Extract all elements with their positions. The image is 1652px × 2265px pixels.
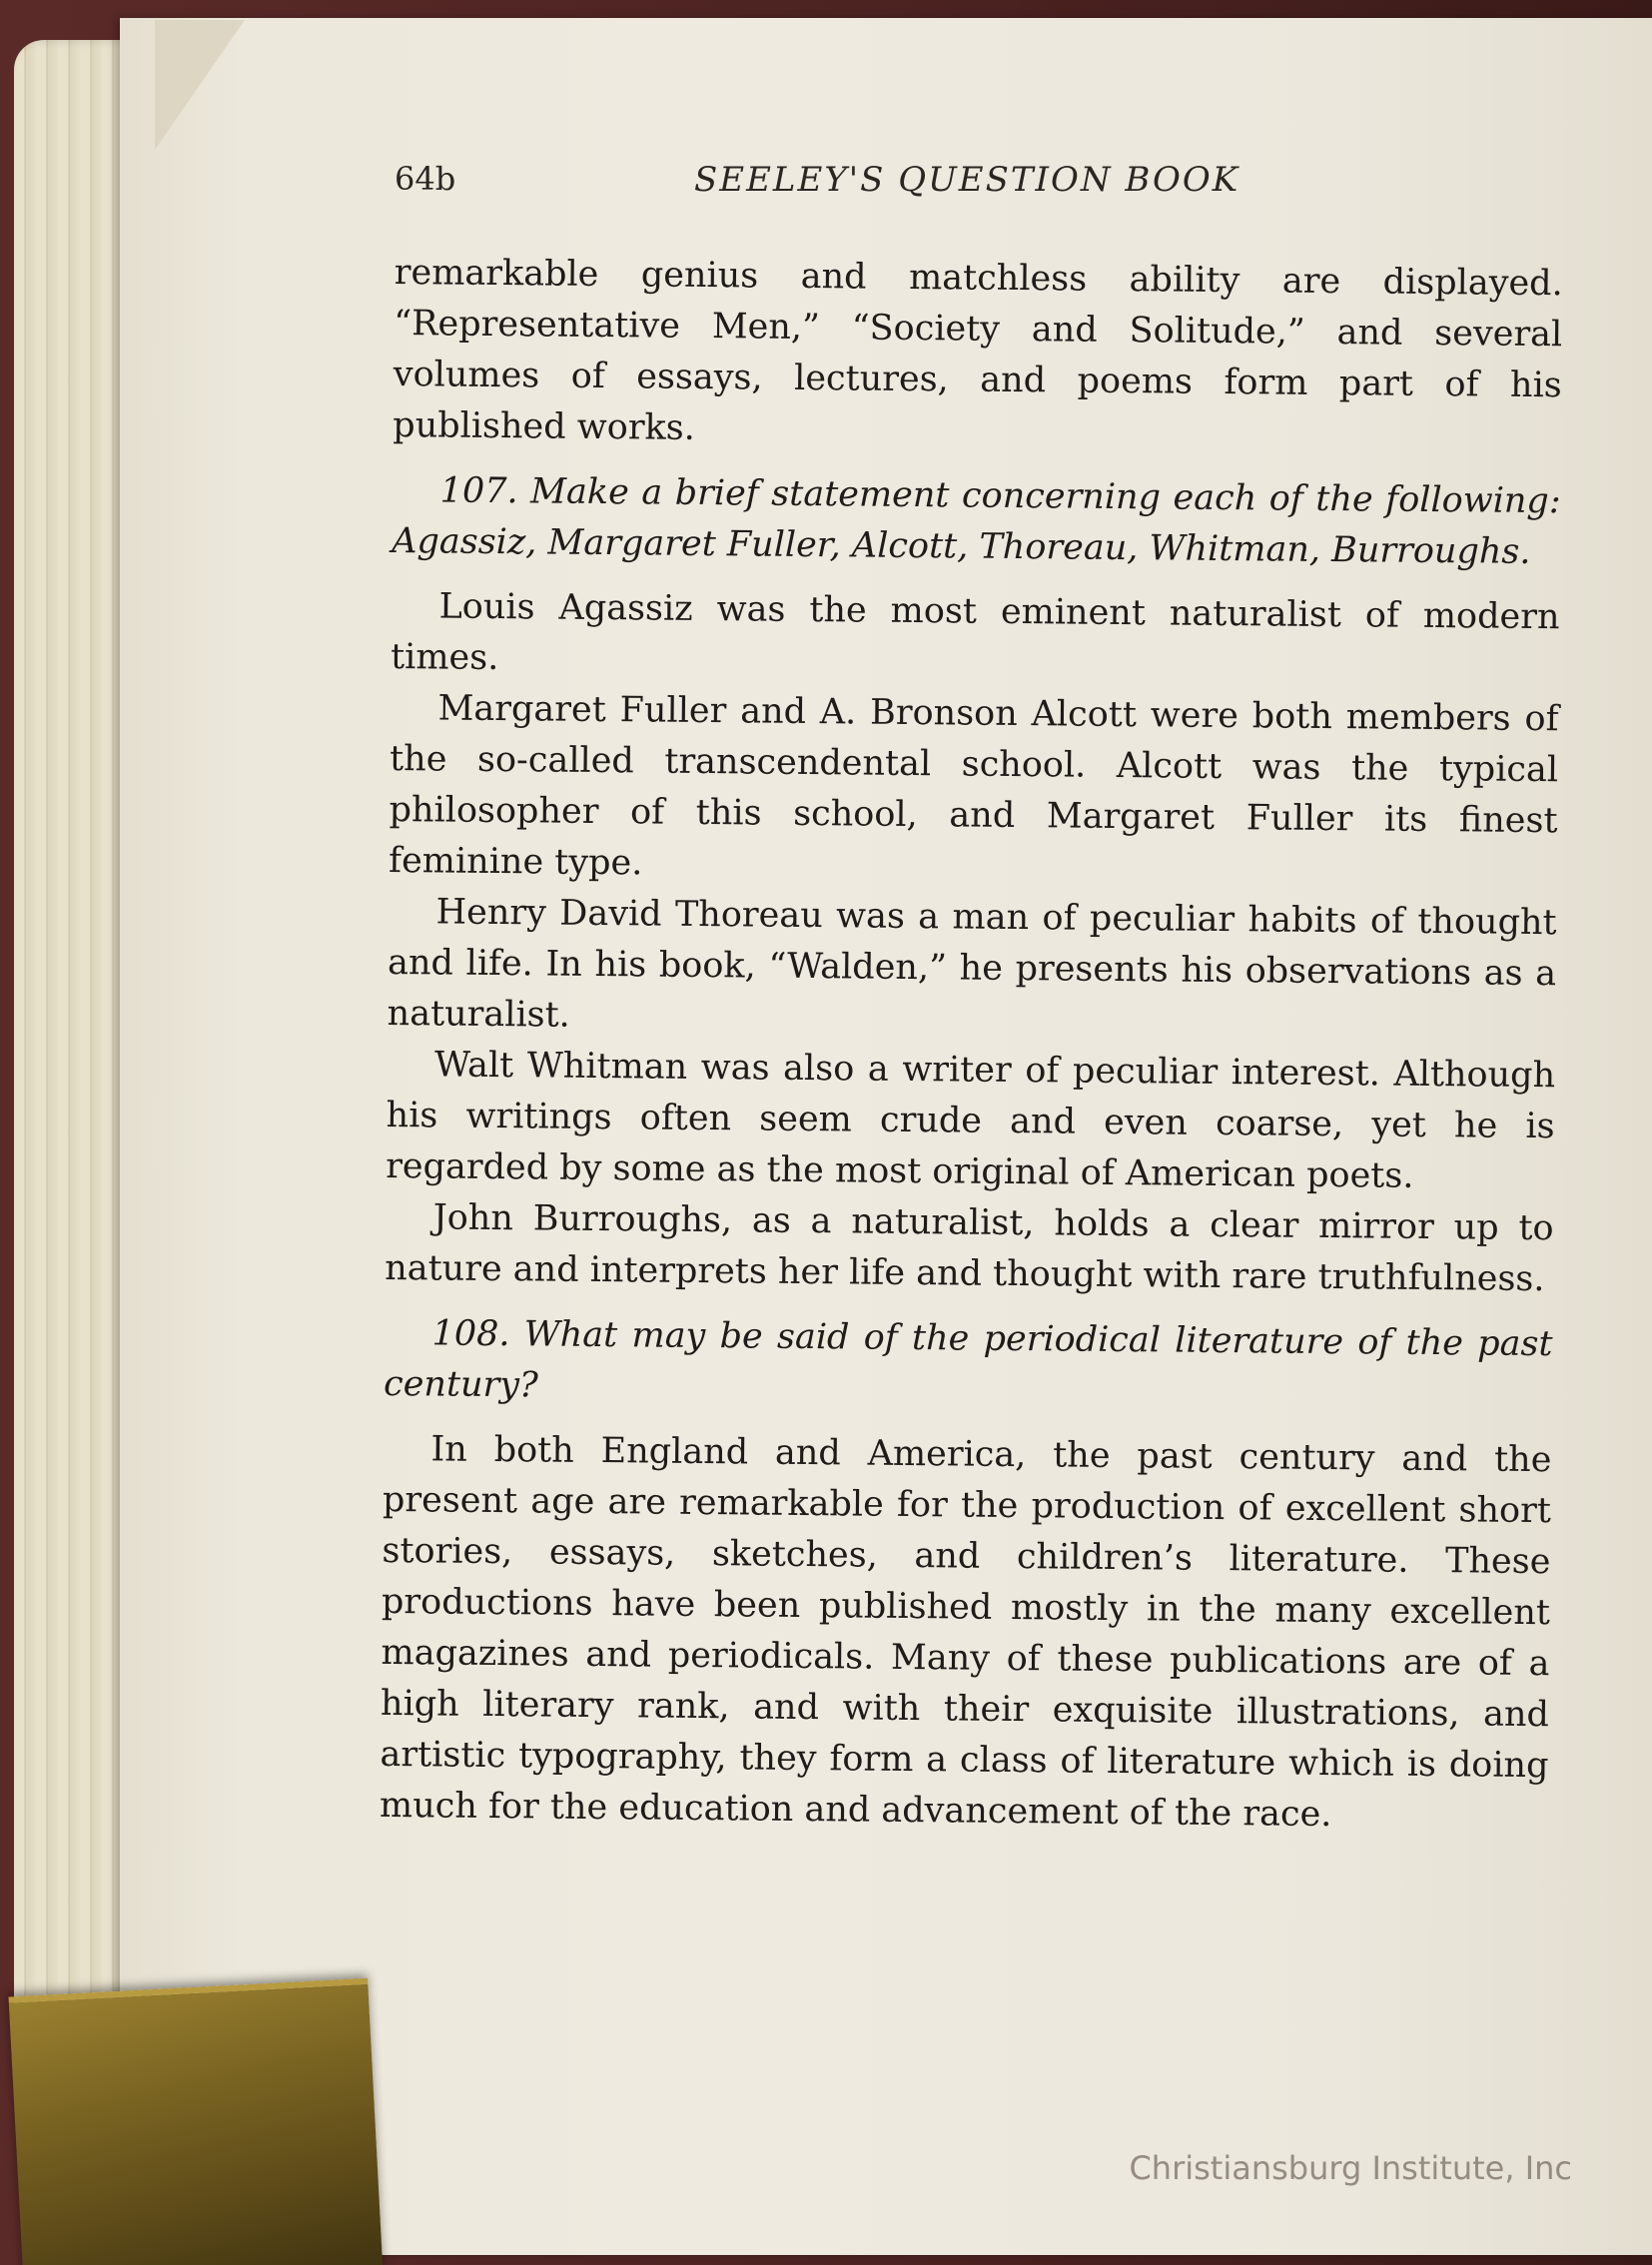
paragraph-periodical-literature: In both England and America, the past century and the present age are remarkable for the production of excellent short stories, essays, sketches, and children’s literature. These productions have been published mostly in the many excellent magazines and periodicals. Many of these publications are of a high literary rank, and with their exquisite illustrations, and artistic typography, they form a class of literature which is doing much for the education and advancement of the race. [379,1429,1552,1836]
paragraph-fuller-alcott: Margaret Fuller and A. Bronson Alcott were both members of the so-called transcendental school. Alcott was the typical philosopher of this school, and Margaret Fuller its finest feminine type. [388,688,1559,884]
page-number: 64b [395,160,456,198]
question-107: 107. Make a brief statement concerning each of the following: Agassiz, Margaret Fuller, Alcott, Thoreau, Whitman, Burroughs. [391,470,1561,572]
paragraph-agassiz: Louis Agassiz was the most eminent naturalist of modern times. [390,586,1560,679]
paragraph-whitman: Walt Whitman was also a writer of peculiar interest. Although his writings often seem crude and even coarse, yet he is regarded by some as the most original of American poets. [385,1045,1556,1196]
watermark-text: Christiansburg Institute, Inc [1129,2149,1572,2187]
paragraph-burroughs: John Burroughs, as a naturalist, holds a clear mirror up to nature and interprets her life and thought with rare truthfulness. [384,1197,1554,1300]
folded-page-corner [155,20,245,150]
paragraph-thoreau: Henry David Thoreau was a man of peculiar habits of thought and life. In his book, “Walden,” he presents his observations as a naturalist. [387,892,1557,1036]
paragraph-emerson-works: remarkable genius and matchless ability are displayed. “Representative Men,” “Society and Solitude,” and several volumes of essays, lectures, and poems form part of his published works. [393,252,1563,448]
bookmark-card [9,1978,384,2265]
question-108: 108. What may be said of the periodical literature of the past century? [383,1313,1553,1406]
book-title: SEELEY'S QUESTION BOOK [694,160,1240,200]
page-text-block [380,248,1563,1843]
